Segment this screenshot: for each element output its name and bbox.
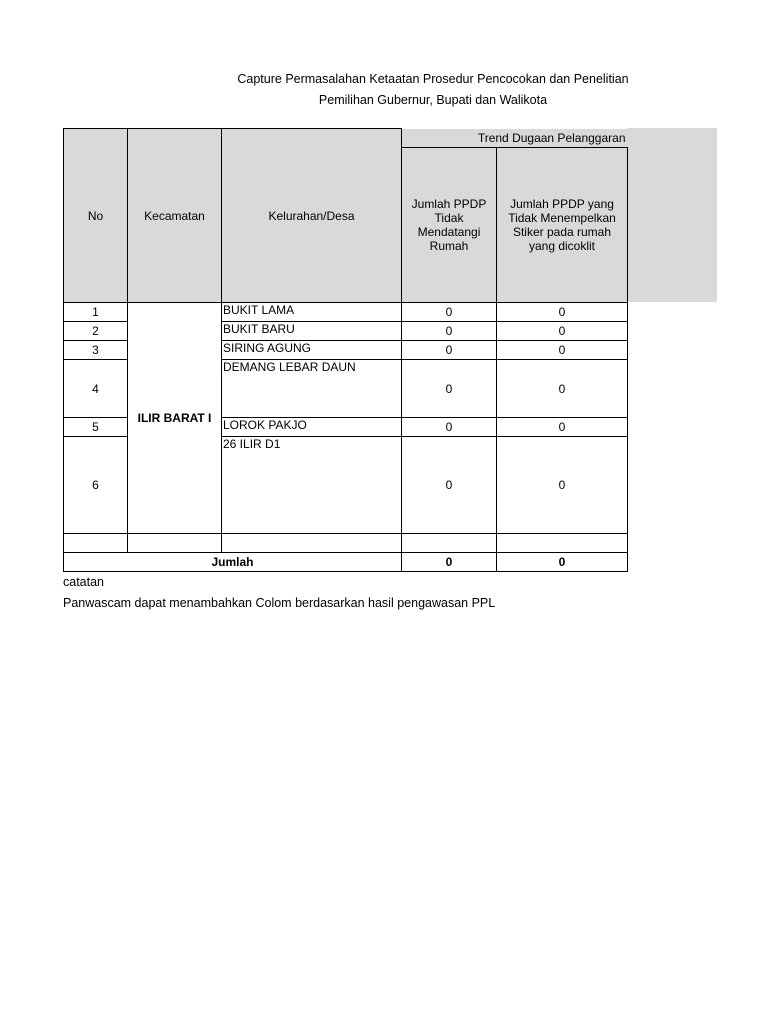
empty-cell [128,534,222,553]
row-kelurahan: 26 ILIR D1 [222,437,402,534]
row-value-1: 0 [402,322,497,341]
empty-cell [497,534,628,553]
table-row-empty [64,534,628,553]
row-value-2: 0 [497,360,628,418]
header-shade-extension [627,128,717,302]
empty-cell [64,534,128,553]
row-no: 1 [64,303,128,322]
row-kelurahan: DEMANG LEBAR DAUN [222,360,402,418]
row-value-2: 0 [497,341,628,360]
row-kelurahan: LOROK PAKJO [222,418,402,437]
header-kecamatan: Kecamatan [128,129,222,303]
empty-cell [402,534,497,553]
row-value-1: 0 [402,341,497,360]
header-kelurahan: Kelurahan/Desa [222,129,402,303]
row-no: 4 [64,360,128,418]
row-value-2: 0 [497,418,628,437]
row-value-1: 0 [402,418,497,437]
header-trend: Trend Dugaan Pelanggaran [402,129,628,148]
table-row [64,303,628,322]
row-value-1: 0 [402,303,497,322]
header-ppdp-tidak-mendatangi: Jumlah PPDP Tidak Mendatangi Rumah [402,148,497,303]
row-value-2: 0 [497,322,628,341]
kecamatan-cell: ILIR BARAT I [128,303,222,534]
document-title-line2: Pemilihan Gubernur, Bupati dan Walikota [318,93,548,107]
header-ppdp-tidak-menempelkan: Jumlah PPDP yang Tidak Menempelkan Stiker pada rumah yang dicoklit [497,148,628,303]
row-value-1: 0 [402,437,497,534]
violation-table [63,128,628,572]
row-no: 2 [64,322,128,341]
total-value-1: 0 [402,553,497,572]
row-value-2: 0 [497,437,628,534]
row-no: 3 [64,341,128,360]
row-no: 5 [64,418,128,437]
notes-text: Panwascam dapat menambahkan Colom berdasarkan hasil pengawasan PPL [63,596,496,610]
total-value-2: 0 [497,553,628,572]
row-kelurahan: BUKIT BARU [222,322,402,341]
empty-cell [222,534,402,553]
total-row [64,553,628,572]
row-kelurahan: BUKIT LAMA [222,303,402,322]
total-label: Jumlah [64,553,402,572]
row-no: 6 [64,437,128,534]
row-value-2: 0 [497,303,628,322]
row-value-1: 0 [402,360,497,418]
notes-label: catatan [63,575,105,589]
row-kelurahan: SIRING AGUNG [222,341,402,360]
header-no: No [64,129,128,303]
document-title-line1: Capture Permasalahan Ketaatan Prosedur Pencocokan dan Penelitian [237,72,629,86]
